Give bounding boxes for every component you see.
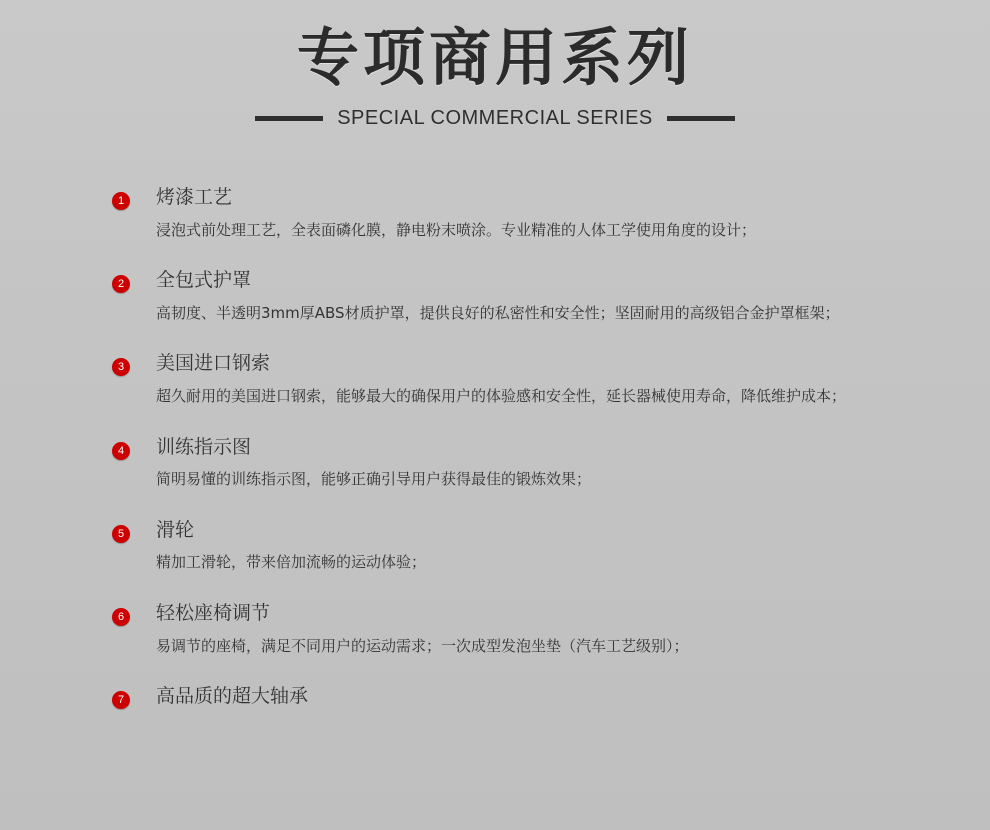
feature-number-badge: 1 xyxy=(112,192,130,210)
list-item xyxy=(104,519,894,575)
feature-number-badge: 5 xyxy=(112,525,130,543)
feature-title: 训练指示图 xyxy=(156,435,252,458)
feature-description: 浸泡式前处理工艺，全表面磷化膜，静电粉末喷涂。专业精准的人体工学使用角度的设计； xyxy=(156,221,757,240)
feature-number-badge: 3 xyxy=(112,358,130,376)
feature-title: 烤漆工艺 xyxy=(156,186,233,209)
feature-description: 高韧度、半透明3mm厚ABS材质护罩，提供良好的私密性和安全性；坚固耐用的高级铝合金护罩框架； xyxy=(156,304,840,323)
feature-body xyxy=(104,352,894,408)
feature-list xyxy=(0,186,990,707)
list-item xyxy=(104,602,894,658)
rule-right-decoration xyxy=(667,116,735,121)
list-item xyxy=(104,186,894,242)
feature-number-badge: 2 xyxy=(112,275,130,293)
feature-body xyxy=(104,436,894,492)
feature-body xyxy=(104,602,894,658)
feature-body xyxy=(104,519,894,575)
feature-title: 高品质的超大轴承 xyxy=(156,684,309,707)
page-title: 专项商用系列 xyxy=(296,21,693,94)
feature-description: 精加工滑轮，带来倍加流畅的运动体验； xyxy=(156,553,427,572)
feature-body xyxy=(104,269,894,325)
feature-number-badge: 6 xyxy=(112,608,130,626)
feature-number-badge: 7 xyxy=(112,691,130,709)
list-item xyxy=(104,352,894,408)
feature-title: 美国进口钢索 xyxy=(156,352,271,375)
page-subtitle: SPECIAL COMMERCIAL SERIES xyxy=(337,107,653,130)
feature-title: 滑轮 xyxy=(156,518,195,541)
feature-number-badge: 4 xyxy=(112,442,130,460)
subtitle-row xyxy=(0,107,990,130)
feature-description: 超久耐用的美国进口钢索，能够最大的确保用户的体验感和安全性，延长器械使用寿命，降低维护成本； xyxy=(156,387,847,406)
list-item xyxy=(104,436,894,492)
rule-left-decoration xyxy=(255,116,323,121)
feature-body xyxy=(104,186,894,242)
feature-description: 易调节的座椅，满足不同用户的运动需求；一次成型发泡坐垫（汽车工艺级别）； xyxy=(156,636,689,655)
list-item xyxy=(104,269,894,325)
feature-title: 轻松座椅调节 xyxy=(156,601,271,624)
page-header xyxy=(0,0,990,130)
feature-body xyxy=(104,685,894,708)
feature-description: 简明易懂的训练指示图，能够正确引导用户获得最佳的锻炼效果； xyxy=(156,470,592,489)
feature-title: 全包式护罩 xyxy=(156,269,252,292)
list-item xyxy=(104,685,894,708)
